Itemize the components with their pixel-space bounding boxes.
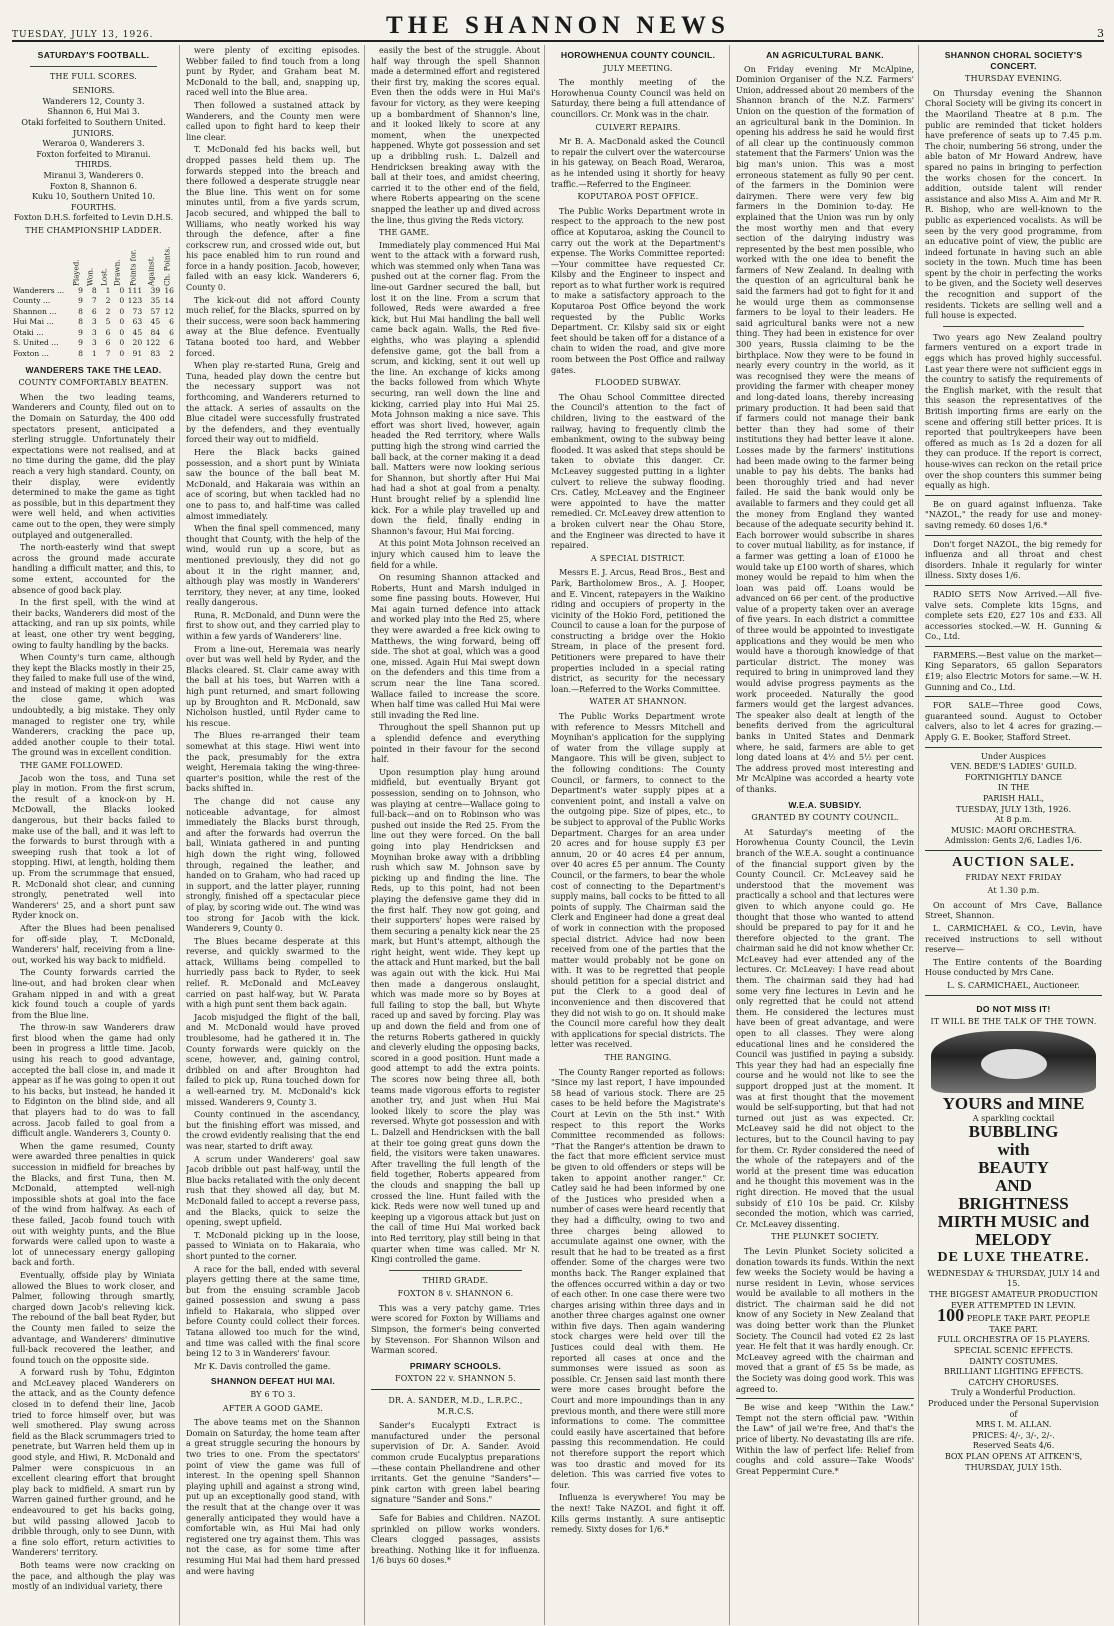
sander-advert — [371, 1389, 540, 1505]
primary-schools-heading: PRIMARY SCHOOLS. — [409, 1360, 502, 1371]
auction-firm: L. CARMICHAEL & CO., Levin, have received instructions to sell without reserve— — [925, 922, 1102, 955]
county-beaten-subheading: COUNTY COMFORTABLY BEATEN. — [18, 378, 169, 388]
primary-schools-score: FOXTON 22 v. SHANNON 5. — [394, 1374, 517, 1384]
divider — [943, 326, 1084, 327]
column-6 — [925, 45, 1106, 1625]
paragraph: Immediately play commenced Hui Mai went to the attack with a forward rush, which was stemmed only when Tana was pushed out at the corner flag. From the line-out Gardner secured the ball, but lost it on the line. From a scrum that followed, Reds were awarded a free kick, but Hui Mai handling the ball well came back again. Walls, the Red five-eighths, who was playing a splendid defensive game, got the ball from a scrum, and kicking, sent it out well up the line. An exchange of kicks among the backs followed from which Whyte securing, ran well down the line and kicking, carried play into Hui Mai 25. Mota Johnson making a nice save. This effort was short lived, however, again headed the Red territory, where Walls putting high the strong wind carried the ball back, at the corner making it a dead ball. Matters were now looking serious for Shannon, but shortly after Hui Mai had had a shot at goal from a penalty. Hunt brought relief by a splendid line kick. For a while play travelled up and down the field, finally ending in Shannon's favour, Hui Mai forcing. — [371, 239, 540, 536]
football-heading: SATURDAY'S FOOTBALL. — [37, 50, 150, 60]
paragraph: The kick-out did not afford County much relief, for the Blacks, spurred on by their success, were soon back hammering away at the Blue defence. Eventually Tatana booted too hard, and Webber forced. — [186, 294, 360, 358]
ladder-cell: 0 — [119, 327, 125, 337]
agricultural-bank-heading: AN AGRICULTURAL BANK. — [766, 50, 884, 60]
council-section-text: The Public Works Department wrote in respect to the approach to the new post office at Koputaroa, asking the Council to carry out the work at the Department's expense. The Works Committee reported:—Your committee have requested Cr. Kilsby and the Engineer to inspect and report as to what further work is required to make a satisfactory approach to the Koputaroa Post Office beyond the work requested by the Public Works Department. Cr. Kilsby said six or eight feet should be taken off for a distance of a chain to widen the road, and give more room between the Post Office and railway gates. — [551, 205, 725, 375]
shannon-article-continued — [371, 45, 540, 1265]
ladder-cell: 6 — [169, 317, 174, 327]
council-section-text: The Ohau School Committee directed the Council's attention to the fact of children, living to the eastward of the railway, having to frequently climb the embankment, owing to the subway being flooded. It was asked that steps should be taken to obviate this danger. Cr. McLeavey suggested putting in a lighter culvert to relieve the subway flooding. Crs. Catley, McLeavey and the Engineer were appointed to have the matter remedied. Cr. McLeavey drew attention to a broken culvert near the Ohau Store, and the Engineer was directed to have it repaired. — [551, 391, 725, 551]
paragraph: The Blues became desperate at this reverse, and quickly swarmed to the attack, Williams being compelled to hurriedly pass back to Ryder, to seek relief. R. McDonald and McLeavey carried on past half-way, but W. Parata with a high punt sent them back again. — [186, 935, 360, 1010]
ladder-cell: Wanderers ... — [13, 285, 65, 295]
dance-advert — [925, 747, 1102, 846]
ladder-cell: 0 — [119, 338, 125, 348]
score-line: Foxton D.H.S. forfeited to Levin D.H.S. — [13, 212, 174, 223]
do-not-miss-heading: DO NOT MISS IT! — [976, 1003, 1051, 1014]
choral-heading: SHANNON CHORAL SOCIETY'S CONCERT. — [944, 50, 1083, 71]
ladder-cell: 6 — [169, 327, 174, 337]
ladder-cell: 8 — [78, 317, 83, 327]
ladder-column-header: Lost. — [99, 267, 109, 286]
ladder-cell: 39 — [150, 285, 161, 295]
show-title: YOURS and MINE — [942, 1093, 1085, 1113]
theatre-detail: BRILLIANT LIGHTING EFFECTS. — [943, 1366, 1084, 1377]
ladder-cell: County ... — [13, 296, 51, 306]
ladder-cell: 84 — [150, 327, 161, 337]
paragraph: A scrum under Wanderers' goal saw Jacob dribble out past half-way, until the Blue backs retaliated with the only decent rush that they showed all day, but M. McDonald failed to accept a reverse pass, and the Blacks, quick to seize the opening, swept upfield. — [186, 1153, 360, 1228]
theatre-text: THE BIGGEST AMATEUR PRODUCTION EVER ATTEMPTED IN LEVIN. — [929, 1289, 1098, 1310]
theatre-detail: SPECIAL SCENIC EFFECTS. — [953, 1345, 1074, 1356]
wanderers-heading: WANDERERS TAKE THE LEAD. — [25, 364, 162, 375]
wanderers-article — [12, 392, 175, 1592]
ladder-cell: 9 — [78, 285, 83, 295]
paragraph: When County's turn came, although they kept the Blacks mostly in their 25, they failed to make full use of the wind, and instead of making it open adopted the close game, which was undoubtedly, a big mistake. They only managed to register one try, while Wanderers, cracking the pace up, added another couple to their total. The ground was in excellent condition. — [12, 652, 175, 758]
paragraph: When play re-started Runa, Greig and Tuna, headed play down the centre but the necessary support was not forthcoming, and Wanderers returned to the attack. A series of assaults on the Blue citadel were successfully frustrated by the defenders, and they eventually forced their way out to midfield. — [186, 360, 360, 445]
paragraph: Here the Black backs gained possession, and a short punt by Winiata saw the bounce of the ball beat M. McDonald, and Hakaraia was within an ace of scoring, but when tackled had no one to pass to, and half-time was called almost immediately. — [186, 446, 360, 521]
divider — [389, 1270, 522, 1271]
ladder-cell: 9 — [78, 296, 83, 306]
good-game-subheading: AFTER A GOOD GAME. — [222, 1403, 324, 1413]
council-sections — [551, 123, 725, 1535]
farmers-advert — [925, 646, 1102, 692]
theatre-dates: WEDNESDAY & THURSDAY, JULY 14 and 15. — [927, 1267, 1100, 1289]
council-section-text: The County Ranger reported as follows: "Since my last report, I have impounded 58 head of various stock. There are 25 cases to be held before the Magistrate's Court at Levin on the 5th inst." With respect to this report the Works Committee recommended as follows: "That the Ranger's attention be drawn to the fact that more efficient service must be given to old offenders or steps will be taken to appoint another ranger." Cr. Catley said he had been informed by one of the Justices who presided when a number of cases were heard recently that they had a difficulty, owing to two and three charges being allowed to accumulate against one owner, with the result that he had to be treated as a first offender. Some of the charges were two months back. The Ranger explained that the offences occurred within a day or two of each other. In one case there were two charges arising within three days and in another three charges against one owner within five days. Then again wandering stock charges were held over till the Justices could deal with them. He reported all cases at once and the summonses were issued as soon as possible. Cr. Jensen said last month there were more cases brought before the Court and more impoundings than in any previous month, and there were still more informations to come. The committee could easily have ascertained that before passing this recommendation. He could not therefore support the report which was too drastic and moved for its deletion. This was carried five votes to four. — [551, 1066, 725, 1490]
council-section-heading: KOPUTAROA POST OFFICE. — [577, 192, 699, 202]
paragraph: were plenty of exciting episodes. Webber failed to find touch from a long punt by Ryder, and Graham beat M. McDonald to the ball, and, snapping up, raced well into the Blue area. — [186, 45, 360, 98]
hundred-text: PEOPLE TAKE PART. PEOPLE TAKE PART. — [966, 1313, 1090, 1334]
championship-ladder — [12, 240, 175, 360]
paragraph: T. McDonald picking up in the loose, passed to Winiata on to Hakaraia, who short punted to the corner. — [186, 1229, 360, 1261]
wea-subsidy-article: At Saturday's meeting of the Horowhenua County Council, the Levin branch of the W.E.A. sought a continuance of the financial support given by the County Council. Cr. McLeavey said he understood that the movement was practically a school and that lectures were given to which anyone could go. He thought that those who wanted to attend should be prepared to pay for it and he therefore objected to the grant. The chairman said he did not know whether Cr. McLeavey had ever attended any of the lectures. Cr. McLeavey: I have read about them. The chairman said they had had some very fine lectures in Levin and he only regretted that he could not attend them. He considered the lectures must have been of great advantage, and were open to all classes. They were along educational lines and he considered the Council was justified in paying a subsidy. This year they had had an especially fine course and he would not like to see the support dropped just at the moment. It was at first thought that the movement would be self-supporting, but that had not turned out just as was expected. Cr. McLeavey said he did not object to the lectures, but to the Council having to pay for them. Cr. Ryder considered the need of the whole of the ratepayers and of the world at the present time was education and he thought this movement was in the right direction. He moved that the usual subsidy of £10 10s be paid. Cr. Kilsby seconded the motion, which was carried, Cr. McLeavey dissenting. — [736, 826, 914, 1229]
ladder-row — [12, 317, 175, 328]
council-section-heading: A SPECIAL DISTRICT. — [590, 553, 686, 563]
council-section-heading: THE RANGING. — [604, 1053, 672, 1063]
ladder-cell: 6 — [105, 327, 111, 337]
egg-export-article: Two years ago New Zealand poultry farmers ventured on a export trade in eggs which has proved highly successful. Last year there were not sufficient eggs in the country to satisfy the requirements of the English market, with the result that this season the representatives of the British importing firms are early on the scene and offering still better prices. It is reported that poultrykeepers have been offered as much as 1s 2d a dozen for all they can produce. If the report is correct, house-wives can reckon on the retail price over the shop counters this summer being equally as high. — [925, 331, 1102, 491]
ladder-cell: 20 — [132, 338, 143, 348]
dance-line: PARISH HALL, — [982, 793, 1045, 803]
paragraph: THE GAME. — [379, 227, 430, 238]
nazol-advert — [371, 1509, 540, 1566]
score-list — [12, 85, 175, 223]
theatre-detail: Produced under the Personal Supervision of — [928, 1398, 1099, 1419]
paragraph: Jacob misjudged the flight of the ball, and M. McDonald would have proved troublesome, had he gathered it in. The County forwards were quickly on the scene, however, and, gaining control, dribbled on and after Broughton had failed to pick up, Runa touched down for a well-earned try. M. McDonald's kick missed. Wanderers 9, County 3. — [186, 1011, 360, 1107]
paragraph: After the Blues had been penalised for off-side play, T. McDonald, Wanderers' half, receiving from a line-out, worked his way back to midfield. — [12, 922, 175, 965]
dance-line: IN THE — [997, 782, 1030, 793]
paragraph: The County forwards carried the line-out, and had broken clear when Graham nipped in and with a great kick found touch a couple of yards from the Blue line. — [12, 967, 175, 1020]
ladder-cell: 123 — [127, 296, 143, 306]
ladder-cell: 7 — [91, 296, 97, 306]
ladder-cell: 0 — [119, 306, 125, 316]
score-line: Wanderers 12, County 3. — [42, 95, 145, 106]
nazol-advert-1-text: Be on guard against influenza. Take "NAZOL," the ready for use and money-saving remedy. 60 doses 1/6.* — [925, 498, 1102, 530]
score-subheading: BY 6 TO 3. — [250, 1390, 296, 1400]
theatre-detail: PRICES: 4/-, 3/-, 2/-. — [972, 1429, 1055, 1440]
dance-line: MUSIC: MAORI ORCHESTRA. — [950, 824, 1077, 835]
ladder-heading: THE CHAMPIONSHIP LADDER. — [25, 225, 162, 235]
score-line: Miranui 3, Wanderers 0. — [43, 169, 144, 180]
ladder-cell: 0 — [119, 285, 125, 295]
score-line: SENIORS. — [72, 85, 115, 96]
theatre-detail: Truly a Wonderful Production. — [951, 1387, 1076, 1398]
auction-time: At 1.30 p.m. — [987, 886, 1040, 896]
dance-line: Admission: Gents 2/6, Ladies 1/6. — [944, 835, 1083, 846]
wanderers-article-continued — [186, 45, 360, 1371]
paragraph: Throughout the spell Shannon put up a splendid defence and everything pointed in their favour for the second half. — [371, 722, 540, 765]
masthead — [12, 6, 1104, 42]
show-advert — [925, 995, 1102, 1473]
talk-of-town: IT WILL BE THE TALK OF THE TOWN. — [930, 1017, 1097, 1027]
ladder-column-header: Played. — [71, 258, 81, 286]
nazol-advert-text: Safe for Babies and Children. NAZOL sprinkled on pillow works wonders. Clears clogged passages, assists breathing. Nothing like it for influenza. 1/6 buys 60 doses.* — [371, 1512, 540, 1566]
score-line: Shannon 6, Hui Mai 3. — [47, 106, 140, 117]
paragraph: The Blues re-arranged their team somewhat at this stage. Hiwi went into the pack, presumably for the extra weight, Heremaia taking the wing-three-quarter's position, while the rest of the backs shifted in. — [186, 730, 360, 794]
hundred-line — [925, 1305, 1102, 1334]
auction-advert — [925, 850, 1102, 991]
theatre-details — [925, 1334, 1102, 1472]
dance-line: At 8 p.m. — [994, 814, 1033, 825]
score-line: Kuku 10, Southern United 10. — [31, 191, 156, 202]
paragraph: A forward rush by Tohu, Edginton and McLeavey placed Wanderers on the attack, and as the County defence closed in to defend their line, Jacob tried to force himself over, but was well smothered. Play swung across field as the Black scrummagers tried to penetrate, but Warren held them up in good style, and Hiwi, R. McDonald and Palmer were conspicuous in an excellent clearing effort that brought play back to midfield. A smart run by Warren gained further ground, and he endeavoured to get his backs going, but wild passing allowed Jacob to dribble through, only to see Dunn, with a fine solo effort, return activities to Wanderers' territory. — [12, 1367, 175, 1558]
ladder-cell: Otaki ... — [13, 327, 44, 337]
score-line: Otaki forfeited to Southern United. — [21, 116, 166, 127]
ladder-cell: Shannon ... — [13, 306, 57, 316]
ladder-cell: 16 — [164, 285, 174, 295]
ladder-cell: 111 — [127, 285, 143, 295]
july-meeting-subheading: JULY MEETING. — [603, 63, 673, 73]
paragraph: easily the best of the struggle. About half way through the spell Shannon made a determined effort and registered their first try, making the scores equal. Even then the odds were in Hui Mai's favour for victory, as they were keeping up a bombardment of Shannon's line, and it looked likely to score at any moment, when the unexpected happened. Whyte got possession and set up a dribbling rush. L. Dalzell and Hendricksen breaking away with the ball at their toes, and amidst cheering, carried it to the other end of the field, where Roberts appearing on the scene snapped the leather up and dived across the line, thus giving the Reds victory. — [371, 45, 540, 225]
council-section-heading: WATER AT SHANNON. — [589, 697, 687, 707]
hundred-number: 100 — [937, 1305, 965, 1326]
paragraph: Upon resumption play hung around midfield, but eventually Bryant got possession, sending on to Johnson, who was playing at centre—Wallace going to full-back—and on to Robinson who was pushed out inside the Red 25. From the line out they were forced. On the ball going into play Hendricksen and Moynihan broke away with a dribbling rush which saw M. Johnson save by picking up and finding the line. The Reds, up to this point, had not been playing the defensive game they did in the first half. They now got going, and their supporters' hopes were raised by them securing a penalty kick near the 25 mark, but Hunt's attempt, although the right height, went wide. They kept up the attack and Hunt marked, but the ball was again out with the kick. Hui Mai then made a dangerous onslaught, which was made more so by Boyes at full failing to stop the ball, but Whyte raced up and saved by forcing. Play was up and down the field and from one of the returns Roberts gathered in quickly and cleverly eluding the opposing backs, scored in a good position. Hunt made a good attempt to add the extra points. The scores now being three all, both teams made vigorous efforts to register another try, and just when Hui Mai looked likely to score the play was reversed. Whyte got possession and with L. Dalzell and Hendricksen with the ball at their toe going great guns down the field, the visitors were taken unawares. After travelling the full length of the field together, Roberts appeared from the clouds and snapping the ball up crossed the line. Hunt failed with the kick. Reds were now well tuned up and keeping up a vigorous attack but just on the call of time Hui Mai worked back into Red territory, play still being in that quarter when time was called. Mr N. Kingi controlled the game. — [371, 766, 540, 1265]
council-section-text: Influenza is everywhere! You may be the next! Take NAZOL and fight it off. Kills germs instantly. A sure antiseptic remedy. Sixty doses for 1/6.* — [551, 1492, 725, 1535]
ladder-cell: 0 — [119, 296, 125, 306]
ladder-row — [12, 349, 175, 360]
for-sale-advert — [925, 696, 1102, 742]
ladder-cell: 2 — [169, 349, 174, 359]
ladder-cell: Foxton ... — [13, 349, 49, 359]
dance-line: Under Auspices — [981, 750, 1046, 761]
ladder-cell: 8 — [78, 306, 83, 316]
column-2 — [186, 45, 365, 1625]
auction-heading: AUCTION SALE. — [952, 854, 1075, 870]
council-intro: The monthly meeting of the Horowhenua County Council was held on Saturday, there being a full attendance of councillors. Cr. Monk was in the chair. — [551, 77, 725, 119]
ladder-column-header: Points for. — [128, 248, 138, 286]
nazol-advert-1 — [925, 495, 1102, 531]
show-lines — [925, 1123, 1102, 1249]
theatre-detail: DAINTY COSTUMES. — [969, 1355, 1058, 1366]
newspaper-title: THE SHANNON NEWS — [386, 12, 730, 39]
ladder-cell: 3 — [91, 327, 97, 337]
ladder-row — [12, 296, 175, 307]
sander-advert-heading: DR. A. SANDER, M.D., L.R.P.C., M.R.C.S. — [388, 1396, 523, 1416]
paragraph: Eventually, offside play by Winiata allowed the Blues to work closer, and Palmer, following through smartly, charged down Jacob's relieving kick. The rebound of the ball beat Ryder, but the County men failed to seize the advantage, and Wanderers' diminutive full-back recovered the leather, and found touch on the opposite side. — [12, 1269, 175, 1365]
theatre-detail: Reserved Seats 4/6. — [972, 1440, 1055, 1451]
show-line: BEAUTY — [978, 1158, 1049, 1178]
ladder-row — [12, 286, 175, 297]
paragraph: When the game resumed, County were awarded three penalties in quick succession in midfield for breaches by the Blacks, and first Tuna, then M. McDonald, attempted well-nigh impossible shots at goal into the face of the wind from halfway. As each of these failed, Jacob found touch with out with weighty punts, and the Blue forwards were called upon to waste a lot of unnecessary energy galloping back and forth. — [12, 1140, 175, 1268]
paragraph: The north-easterly wind that swept across the ground made accurate handling a difficult matter, and this, to some extent, accounted for the absence of good back play. — [12, 542, 175, 595]
ladder-row — [12, 307, 175, 318]
third-grade-score: FOXTON 8 v. SHANNON 6. — [397, 1289, 514, 1299]
theatre-name: DE LUXE THEATRE. — [937, 1250, 1090, 1266]
for-sale-text: FOR SALE—Three good Cows, guaranteed sound. August to October calvers, also to let 4 acres for grazing.—Apply G. E. Booker, Stafford Street. — [925, 700, 1102, 743]
auction-date: FRIDAY NEXT FRIDAY — [965, 872, 1062, 882]
show-line: BRIGHTNESS — [958, 1194, 1069, 1214]
page-number: 3 — [1096, 27, 1104, 40]
ladder-cell: 6 — [91, 306, 97, 316]
theatre-detail: FULL ORCHESTRA OF 15 PLAYERS. — [937, 1334, 1090, 1345]
choral-article: On Thursday evening the Shannon Choral Society will be giving its concert in the Maoriland Theatre at 8 p.m. The public are reminded that ticket holders have preference of seats up to 7.45 p.m. The choir, numbering 56 strong, under the able baton of Mr Howard Andrew, have spared no pains in bringing to perfection the works chosen for the concert. In addition, outside talent will render assistance and also Miss A. Aim and Mr R. R. Bishop, who are well-known to the public as experienced vocalists. As will be seen by the very good programme, from an educative point of view, the public are indeed fortunate in having such an able society in the town. Much time has been spent by the choir in perfecting the works to be given, and the Society well deserves the recognition and support of the residents. Tickets are selling well and a full house is expected. — [925, 87, 1102, 321]
peppermint-cure-advert — [736, 1398, 914, 1476]
shannon-huimai-heading: SHANNON DEFEAT HUI MAI. — [210, 1376, 336, 1387]
score-line: FOURTHS. — [70, 201, 117, 212]
agricultural-bank-article: On Friday evening Mr McAlpine, Dominion Organiser of the N.Z. Farmers' Union, addressed about 20 members of the Shannon branch of the N.Z. Farmers' Union on the question of the formation of an agricultural bank in the Dominion. In opening his address he said he would first of all clear up the continuously common statement that the Farmers' Union was the big man's union. This was a most erroneous statement as fully 90 per cent. of the farmers in the Dominion were dairymen. There were very few big farmers in the Dominion to-day. He explained that the Union was run by only the most worthy men and that every section of the dairying industry was represented by the best men possible, who worked with the one idea to benefit the farmers of New Zealand. In dealing with the question of an agricultural bank he said the farmers had got to fight for it and he would urge them as commonsense farmers to be loyal to their leaders. He said agricultural banks were not a new thing. They had been in existence for over 300 years, Russia claiming to be the birthplace. Now they were to be found in nearly every country in the world, as it was recognised they were the means of providing the farmer with cheaper money and long-dated loans, thereby increasing primary production. It had been said that if farmers could not manage their bank better than they had some of their institutions they had better leave it alone. Losses made by the farmers' institutions had been made owing to the farmer being unable to pay his debts. The banks had been thoroughly tried and had never failed. He said the bank would only be available to farmers and they could get all the money from England they wanted because of the adequate security behind it. Each borrower would subscribe in shares to cover mutual liability, as for instance, if a farmer was getting a loan of £1000 he would take up £100 worth of shares, which money would be repaid to him when the loan was paid off. Loans would be advanced on 66 per cent. of the productive value of a property taken over an average of five years. In each district a committee of three would be appointed to investigate applications and they would be men who would have a thorough knowledge of that particular district. The money was required to bring in unimproved land they would advise progress payments as the work proceeded. Naturally the good farmers would get the largest advances. The speaker also dealt at length of the benefits derived from the agricultural banks in United States and Denmark where, he said, farmers are able to get long dated loans at 4½ and 5½ per cent. The address proved most interesting and Mr McAlpine was accorded a hearty vote of thanks. — [736, 63, 914, 794]
show-line: with — [997, 1140, 1030, 1160]
ladder-cell: 1 — [91, 349, 97, 359]
council-section-heading: FLOODED SUBWAY. — [594, 378, 682, 388]
sander-advert-text: Sander's Eucalypti Extract is manufactured under the personal supervision of Dr. A. Sander. Avoid common crude Eucalyptus preparations—these contain Phellandrene and other irritants. Get the genuine "Sanders"—pink carton with green label bearing signature "Sander and Sons." — [371, 1420, 540, 1505]
ladder-row — [12, 338, 175, 349]
paragraph: County continued in the ascendancy, but the finishing effort was missed, and the crowd evidently realising that the end was near, started to drift away. — [186, 1109, 360, 1151]
paragraph: A race for the ball, ended with several players getting there at the same time, but from the ensuing scramble Jacob gained possession and swung a pass infield to Hakaraia, who slipped over before County could collect their forces. Tatana allowed too much for the wind, and time was called with the final score being 12 to 3 in Wanderers' favour. — [186, 1263, 360, 1359]
peppermint-cure-text: Be wise and keep "Within the Law." Tempt not the stern official paw. "Within the Law" of jail we're free, And that's the price of liberty. No devastating ills are rife. Within the law of perfect life: Relief from coughs and cold assure—Take Woods' Great Peppermint Cure.* — [736, 1402, 914, 1476]
score-line: Weraroa 0, Wanderers 3. — [42, 138, 145, 149]
dance-line: FORTNIGHTLY DANCE — [964, 771, 1063, 782]
show-tagline: A sparkling cocktail — [972, 1112, 1055, 1123]
plunket-heading: THE PLUNKET SOCIETY. — [771, 1232, 879, 1242]
nazol-advert-2 — [925, 535, 1102, 581]
farmers-text: FARMERS.—Best value on the market—King Separators, 65 gallon Separators £19; also Electric Motors for same.—W. H. Gunning and Co., Ltd. — [925, 649, 1102, 692]
paragraph: At this point Mota Johnson received an injury which caused him to leave the field for a while. — [371, 538, 540, 570]
ladder-cell: 1 — [105, 285, 111, 295]
county-council-heading: HOROWHENUA COUNTY COUNCIL. — [560, 50, 716, 60]
ladder-cell: 3 — [91, 338, 97, 348]
council-section-text: Mr B. A. MacDonald asked the Council to repair the culvert over the watercourse in his gateway, on Beach Road, Weraroa, as he intended using it shortly for heavy traffic.—Referred to the Engineer. — [551, 136, 725, 189]
ladder-cell: 3 — [91, 317, 97, 327]
paragraph: The change did not cause any noticeable advantage, for almost immediately the Blacks burst through, and after the forwards had overrun the ball, Winiata gathered in and punting high down the right wing, followed through, regained the leather, and handed on to Graham, who had raced up in support, and the latter player, running strongly, finished off a spectacular piece of play, by scoring wide out. The wind was too strong for Jacob with the kick. Wanderers 9, County 0. — [186, 795, 360, 934]
divider — [30, 66, 157, 67]
paragraph: Mr K. Davis controlled the game. — [194, 1360, 331, 1371]
third-grade-heading: THIRD GRADE. — [422, 1275, 489, 1285]
paragraph: Runa, R. McDonald, and Dunn were the first to show out, and they carried play to within a few yards of Wanderers' line. — [186, 609, 360, 642]
ladder-column-header: Ch. Points. — [162, 246, 172, 286]
dance-line: VEN. BEDE'S LADIES' GUILD. — [950, 761, 1077, 772]
auction-text: On account of Mrs Cave, Ballance Street, Shannon. — [925, 899, 1102, 921]
paragraph: The above teams met on the Shannon Domain on Saturday, the home team after a great struggle securing the honours by two tries to one. From the spectators' point of view the game was full of interest. In the opening spell Shannon playing uphill and against a strong wind, put up an exceptionally good stand, with the result that at the change over it was generally anticipated they would have a comfortable win, as Hui Mai had only registered one try against them. This was not the case, as for some time after resuming Hui Mai had them hard pressed and were having — [186, 1417, 360, 1576]
council-section-text: Messrs E. J. Arcus, Read Bros., Best and Park, Bartholomew Bros., A. J. Hooper, and E. Vincent, ratepayers in the Waikino riding and occupiers of property in the vicinity of the Hokio Ford, petitioned the Council to cause a loan for the purpose of constructing a bridge over the Hokio Stream, in place of the present ford. Petitioners were prepared to have their properties included in a special rating district, as security for the necessary loan.—Referred to the Works Committee. — [551, 567, 725, 694]
paragraph: When the final spell commenced, many thought that County, with the help of the wind, would run up a score, but as mentioned previously, they did not go about it in the right manner, and, although play was mostly in Wanderers' territory, they never, at any time, looked really dangerous. — [186, 523, 360, 608]
ladder-cell: 45 — [132, 327, 143, 337]
paragraph: THE GAME FOLLOWED. — [20, 760, 123, 771]
choral-subheading: THURSDAY EVENING. — [965, 74, 1062, 84]
dancers-illustration — [931, 1031, 1096, 1093]
ladder-row — [12, 328, 175, 339]
ladder-cell: 2 — [105, 306, 111, 316]
ladder-column-header: Won. — [85, 267, 95, 286]
paragraph: Then followed a sustained attack by Wanderers, and the County men were called upon to fight hard to keep their line clear. — [186, 99, 360, 142]
issue-date: TUESDAY, JULY 13, 1926. — [12, 30, 154, 40]
paragraph: From a line-out, Heremaia was nearly over but was well held by Ryder, and the Blacks cleared. St. Clair came away with the ball at his toes, but Warren with a high punt returned, and smart following up by Broughton and R. McDonald, saw Nicholson hustled, until Ryder came to his rescue. — [186, 643, 360, 728]
ladder-cell: 73 — [132, 306, 143, 316]
column-5 — [736, 45, 919, 1625]
ladder-cell: 5 — [105, 317, 111, 327]
score-line: Foxton 8, Shannon 6. — [49, 180, 138, 191]
radio-sets-text: RADIO SETS Now Arrived.—All five-valve sets. Complete kits 15gns, and complete sets £20, £27 10s and £33. All accessories stocked.—W. H. Gunning & Co., Ltd. — [925, 588, 1102, 642]
ladder-cell: 63 — [132, 317, 143, 327]
score-line: Foxton forfeited to Miranui. — [36, 148, 151, 159]
ladder-cell: 2 — [105, 296, 111, 306]
ladder-cell: 0 — [119, 317, 125, 327]
ladder-cell: 8 — [78, 349, 83, 359]
ladder-cell: Hui Mai ... — [13, 317, 54, 327]
column-1 — [12, 45, 180, 1625]
paragraph: In the first spell, with the wind at their backs, Wanderers did most of the attacking, and ran up six points, while at least, one other try went begging, owing to faulty handling by the backs. — [12, 597, 175, 650]
ladder-cell: 7 — [105, 349, 111, 359]
column-3 — [371, 45, 545, 1625]
council-section-text: The Public Works Department wrote with reference to Messrs Mitchell and Moynihan's application for the supplying of water from the village supply at Mangaore. This will be given, subject to the following conditions: The County Council, or farmers, to connect to the Department's water supply pipes at a convenient point, and install a valve on the outgoing pipe. Size of pipes, etc., to be subject to approval of the Public Works Department. Charges for an area under 20 acres and for house supply £3 per annum, 20 or 40 acres £4 per annum, over 40 acres £5 per annum. The County Council, or the farmers, to bear the whole cost of connecting to the Department's supply mains, ball cocks to be fitted to all points of supply. The Chairman said the Clerk and Engineer had done a great deal of work in connection with the proposed special district. Advice had now been received from one of the parties that the matter would probably not be gone on with. It was to be regretted that people should petition for a special district and put the Clerk to a good deal of inconvenience and then discovered that they did not wish to go on. It should make the Council more careful how they dealt with applications for special districts. The letter was received. — [551, 711, 725, 1050]
score-line: JUNIORS. — [73, 127, 114, 138]
auctioneer-signature: L. S. CARMICHAEL, Auctioneer. — [947, 979, 1080, 990]
paragraph: T. McDonald fed his backs well, but dropped passes held them up. The forwards stepped into the breach and there followed a desperate struggle near the Blue line. This went on for some minutes until, from a five yards scrum, Jacob secured, and whipped the ball to Williams, who neatly worked his way through the defence, after a fine corkscrew run, and crossed wide out, but his pace enabled him to run round and force in a handy position. Jacob, however, failed with an easy kick. Wanderers 6, County 0. — [186, 144, 360, 293]
ladder-cell: 8 — [91, 285, 97, 295]
show-line: AND — [995, 1176, 1032, 1196]
score-line: THIRDS. — [75, 159, 112, 170]
ladder-cell: 122 — [145, 338, 161, 348]
shannon-article — [186, 1417, 360, 1576]
council-section-heading: CULVERT REPAIRS. — [595, 122, 681, 132]
wea-subsidy-subheading: GRANTED BY COUNTY COUNCIL. — [751, 813, 899, 823]
ladder-cell: 91 — [132, 349, 143, 359]
nazol-advert-2-text: Don't forget NAZOL, the big remedy for influenza and all throat and chest disorders. Inhale it regularly for winter illness. Sixty doses 1/6. — [925, 538, 1102, 581]
wea-subsidy-heading: W.E.A. SUBSIDY. — [788, 799, 862, 810]
paragraph: When the two leading teams, Wanderers and County, filed out on to the Domain on Saturday, the 400 odd spectators present, anticipated a sterling struggle. Unfortunately their expectations were not realised, and at no time during the game, did the play reach a very high standard. County, on their display, were evidently determined to make the game as tight as possible, but in this department they were well held, and when activities came out to the open, they were simply outplayed and outgeneralled. — [12, 391, 176, 540]
ladder-cell: 35 — [150, 296, 161, 306]
ladder-cell: 6 — [105, 338, 111, 348]
ladder-cell: 0 — [119, 349, 125, 359]
columns — [12, 45, 1104, 1625]
ladder-cell: 9 — [78, 338, 83, 348]
theatre-detail: MRS I. M. ALLAN. — [975, 1419, 1052, 1430]
show-line: BUBBLING — [968, 1122, 1059, 1142]
ladder-cell: 83 — [150, 349, 161, 359]
ladder-cell: 45 — [150, 317, 161, 327]
ladder-cell: 14 — [164, 296, 174, 306]
ladder-column-header: Drawn. — [112, 258, 122, 286]
ladder-cell: 12 — [164, 306, 174, 316]
paragraph: On resuming Shannon attacked and Roberts, Hunt and Marsh indulged in some fine passing bouts. However, Hui Mai again turned defence into attack and worked play into the Red 25, where they were awarded a free kick owing to Matthews, the wing forward, being off side. The shot at goal, which was a good one, missed. Again Hui Mai swept down on the defenders and this time from a scrum near the line Tana scored. Wallace failed to increase the score. When half time was called Hui Mai were still invading the Red line. — [371, 572, 540, 720]
column-4 — [551, 45, 730, 1625]
paragraph: Jacob won the toss, and Tuna set play in motion. From the first scrum, the result of a knock-on by H. McDowall, the Blacks looked dangerous, but their backs failed to make use of the ball, and it was left to the forwards to burst through with a sweeping rush that took a lot of stopping. Hiwi, at length, holding them up. From the scrummage that ensued, R. McDonald shot clear, and cunning strongly, penetrated well into Wanderers' 25, and a short punt saw Ryder knock on. — [12, 772, 175, 921]
ladder-cell: 6 — [169, 338, 174, 348]
ladder-column-header — [12, 240, 70, 286]
theatre-detail: CATCHY CHORUSES. — [968, 1376, 1059, 1387]
scores-subheading: THE FULL SCORES. — [49, 71, 138, 81]
ladder-column-header: Against. — [146, 255, 156, 286]
paragraph: The throw-in saw Wanderers draw first blood when the game had only been in progress a little time. Jacob, using his reach to good advantage, accepted the ball close in, and made it appear as if he was going to open it out to his backs, but instead, he handed it to Edginton on the blind side, and all that players had to do was to fall across. Jacob failed to goal from a difficult angle. Wanderers 3, County 0. — [12, 1022, 175, 1139]
theatre-detail: BOX PLAN OPENS AT AITKEN'S, THURSDAY, JULY 15th. — [944, 1450, 1083, 1472]
paragraph: Both teams were now cracking on the pace, and although the play was mostly of an individual variety, there — [12, 1559, 175, 1592]
radio-sets-advert — [925, 585, 1102, 642]
show-line: MIRTH MUSIC and MELODY — [937, 1212, 1090, 1250]
ladder-cell: S. United ... — [13, 338, 59, 348]
ladder-cell: 57 — [150, 306, 161, 316]
dance-line: TUESDAY, JULY 13th, 1926. — [955, 803, 1072, 814]
auction-contents: The Entire contents of the Boarding House conducted by Mrs Cane. — [925, 956, 1102, 978]
plunket-article: The Levin Plunket Society solicited a donation towards its funds. Within the next few weeks the Society would be having a nurse resident in Levin, whose services would be available to all mothers in the district. The chairman said he did not know of any Society in New Zealand that was doing better work than the Plunket Society. The Council had voted £2 2s last year. He felt that it was hardly enough. Cr. McLeavey agreed with the chairman and moved that a grant of £5 5s be made, as the Society was doing good work. This was agreed to. — [736, 1245, 914, 1394]
third-grade-report: This was a very patchy game. Tries were scored for Foxton by Williams and Simpson, the former's being converted by Stevenson. For Shannon Wilson and Warman scored. — [371, 1302, 540, 1356]
ladder-cell: 9 — [78, 327, 83, 337]
